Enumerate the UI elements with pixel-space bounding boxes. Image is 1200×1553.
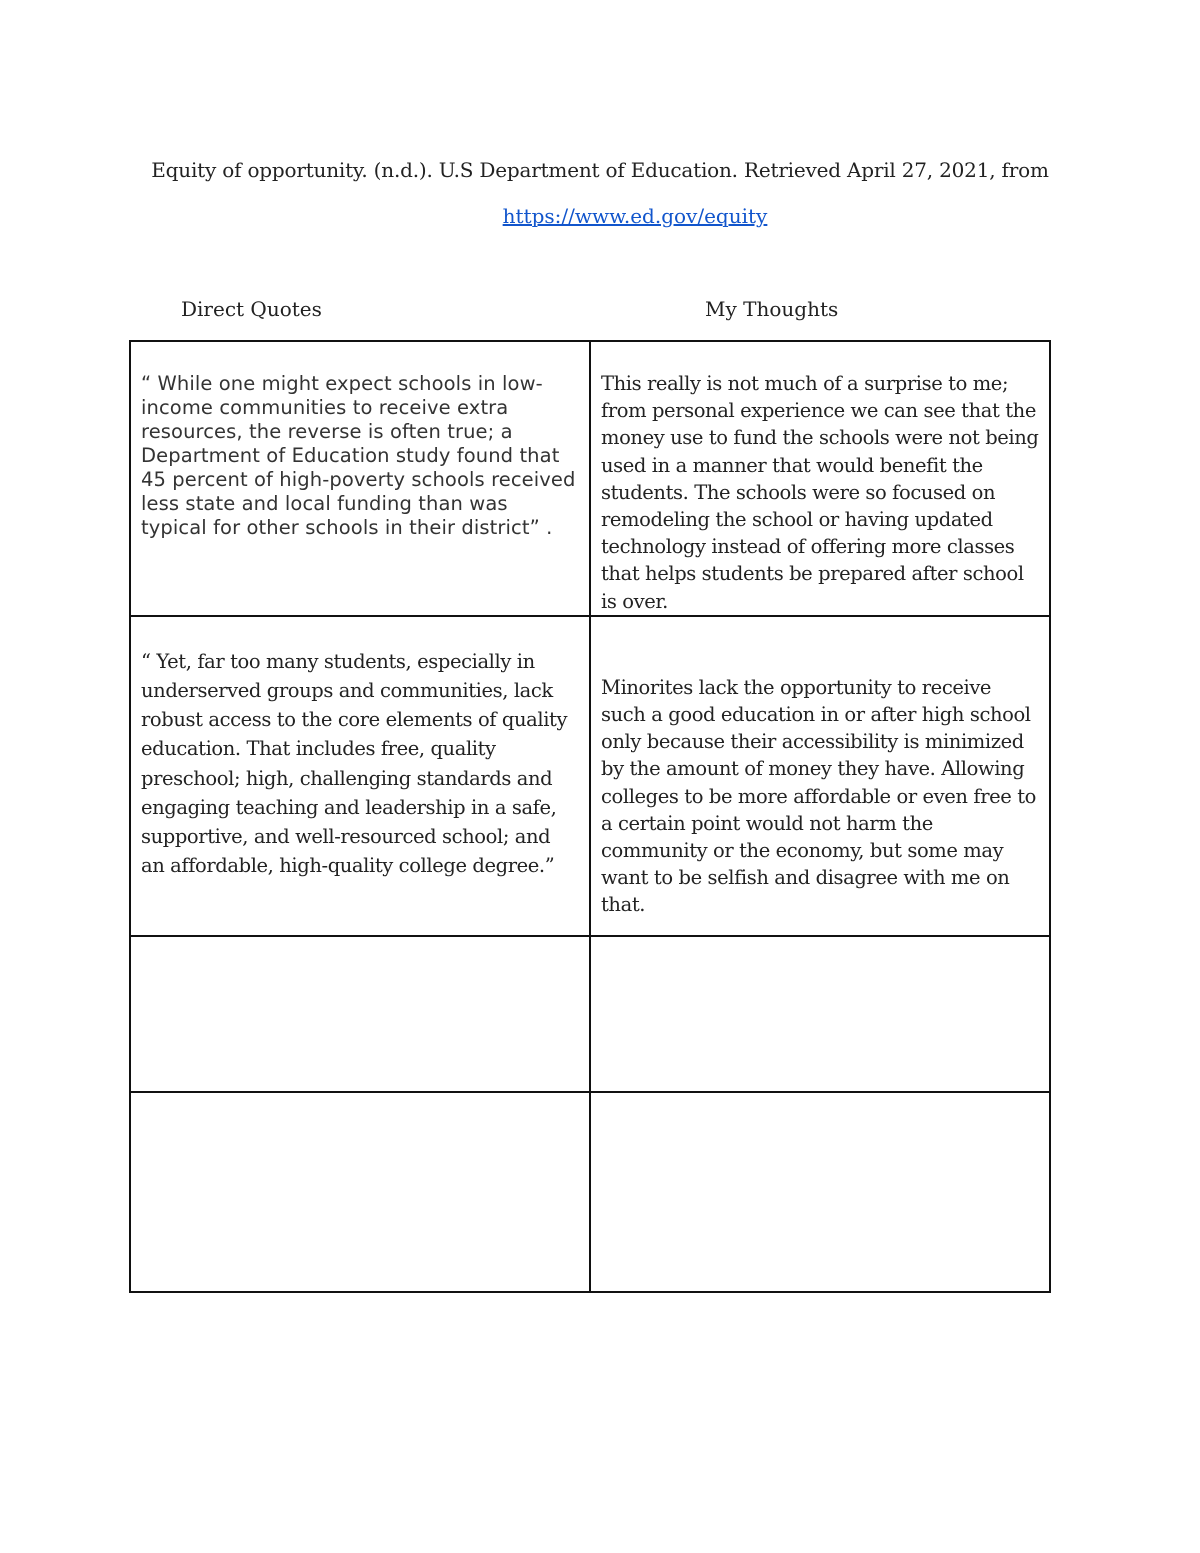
thought-cell [590, 616, 1050, 936]
quote-cell [130, 1092, 590, 1292]
quote-text: “ While one might expect schools in low-income communities to receive extra resources, the reverse is often true; a Department of Education study found that 45 percent of high-poverty schools received less state and local funding than was typical for other schools in their district” . [141, 372, 576, 539]
table-row [130, 341, 1050, 616]
quote-cell [130, 341, 590, 616]
citation-link[interactable]: https://www.ed.gov/equity [502, 204, 768, 228]
thought-text: Minorites lack the opportunity to receive such a good education in or after high school only because their accessibility is minimized by the amount of money they have. Allowing colleges to be more affordable or even free to a certain point would not harm the community or the economy, but some may want to be selfish and disagree with me on that. [601, 675, 1036, 917]
thought-cell [590, 936, 1050, 1092]
thought-text: This really is not much of a surprise to me; from personal experience we can see that the money use to fund the schools were not being used in a manner that would benefit the students. The schools were so focused on remodeling the school or having updated technology instead of offering more classes that helps students be prepared after school is over. [601, 372, 1039, 613]
quote-cell [130, 616, 590, 936]
table-row [130, 616, 1050, 936]
citation-text: Equity of opportunity. (n.d.). U.S Department of Education. Retrieved April 27, 2021, from [151, 158, 1049, 182]
direct-quotes-header: Direct Quotes [181, 297, 322, 321]
my-thoughts-header: My Thoughts [705, 297, 839, 321]
thought-cell [590, 341, 1050, 616]
quote-text: “ Yet, far too many students, especially in underserved groups and communities, lack robust access to the core elements of quality education. That includes free, quality preschool; high, challenging standards and engaging teaching and leadership in a safe, supportive, and well-resourced school; and an affordable, high-quality college degree.” [141, 649, 568, 878]
table-row [130, 936, 1050, 1092]
citation-link-line [0, 204, 1200, 228]
quote-cell [130, 936, 590, 1092]
notes-table [129, 340, 1051, 1293]
thought-cell [590, 1092, 1050, 1292]
table-row [130, 1092, 1050, 1292]
